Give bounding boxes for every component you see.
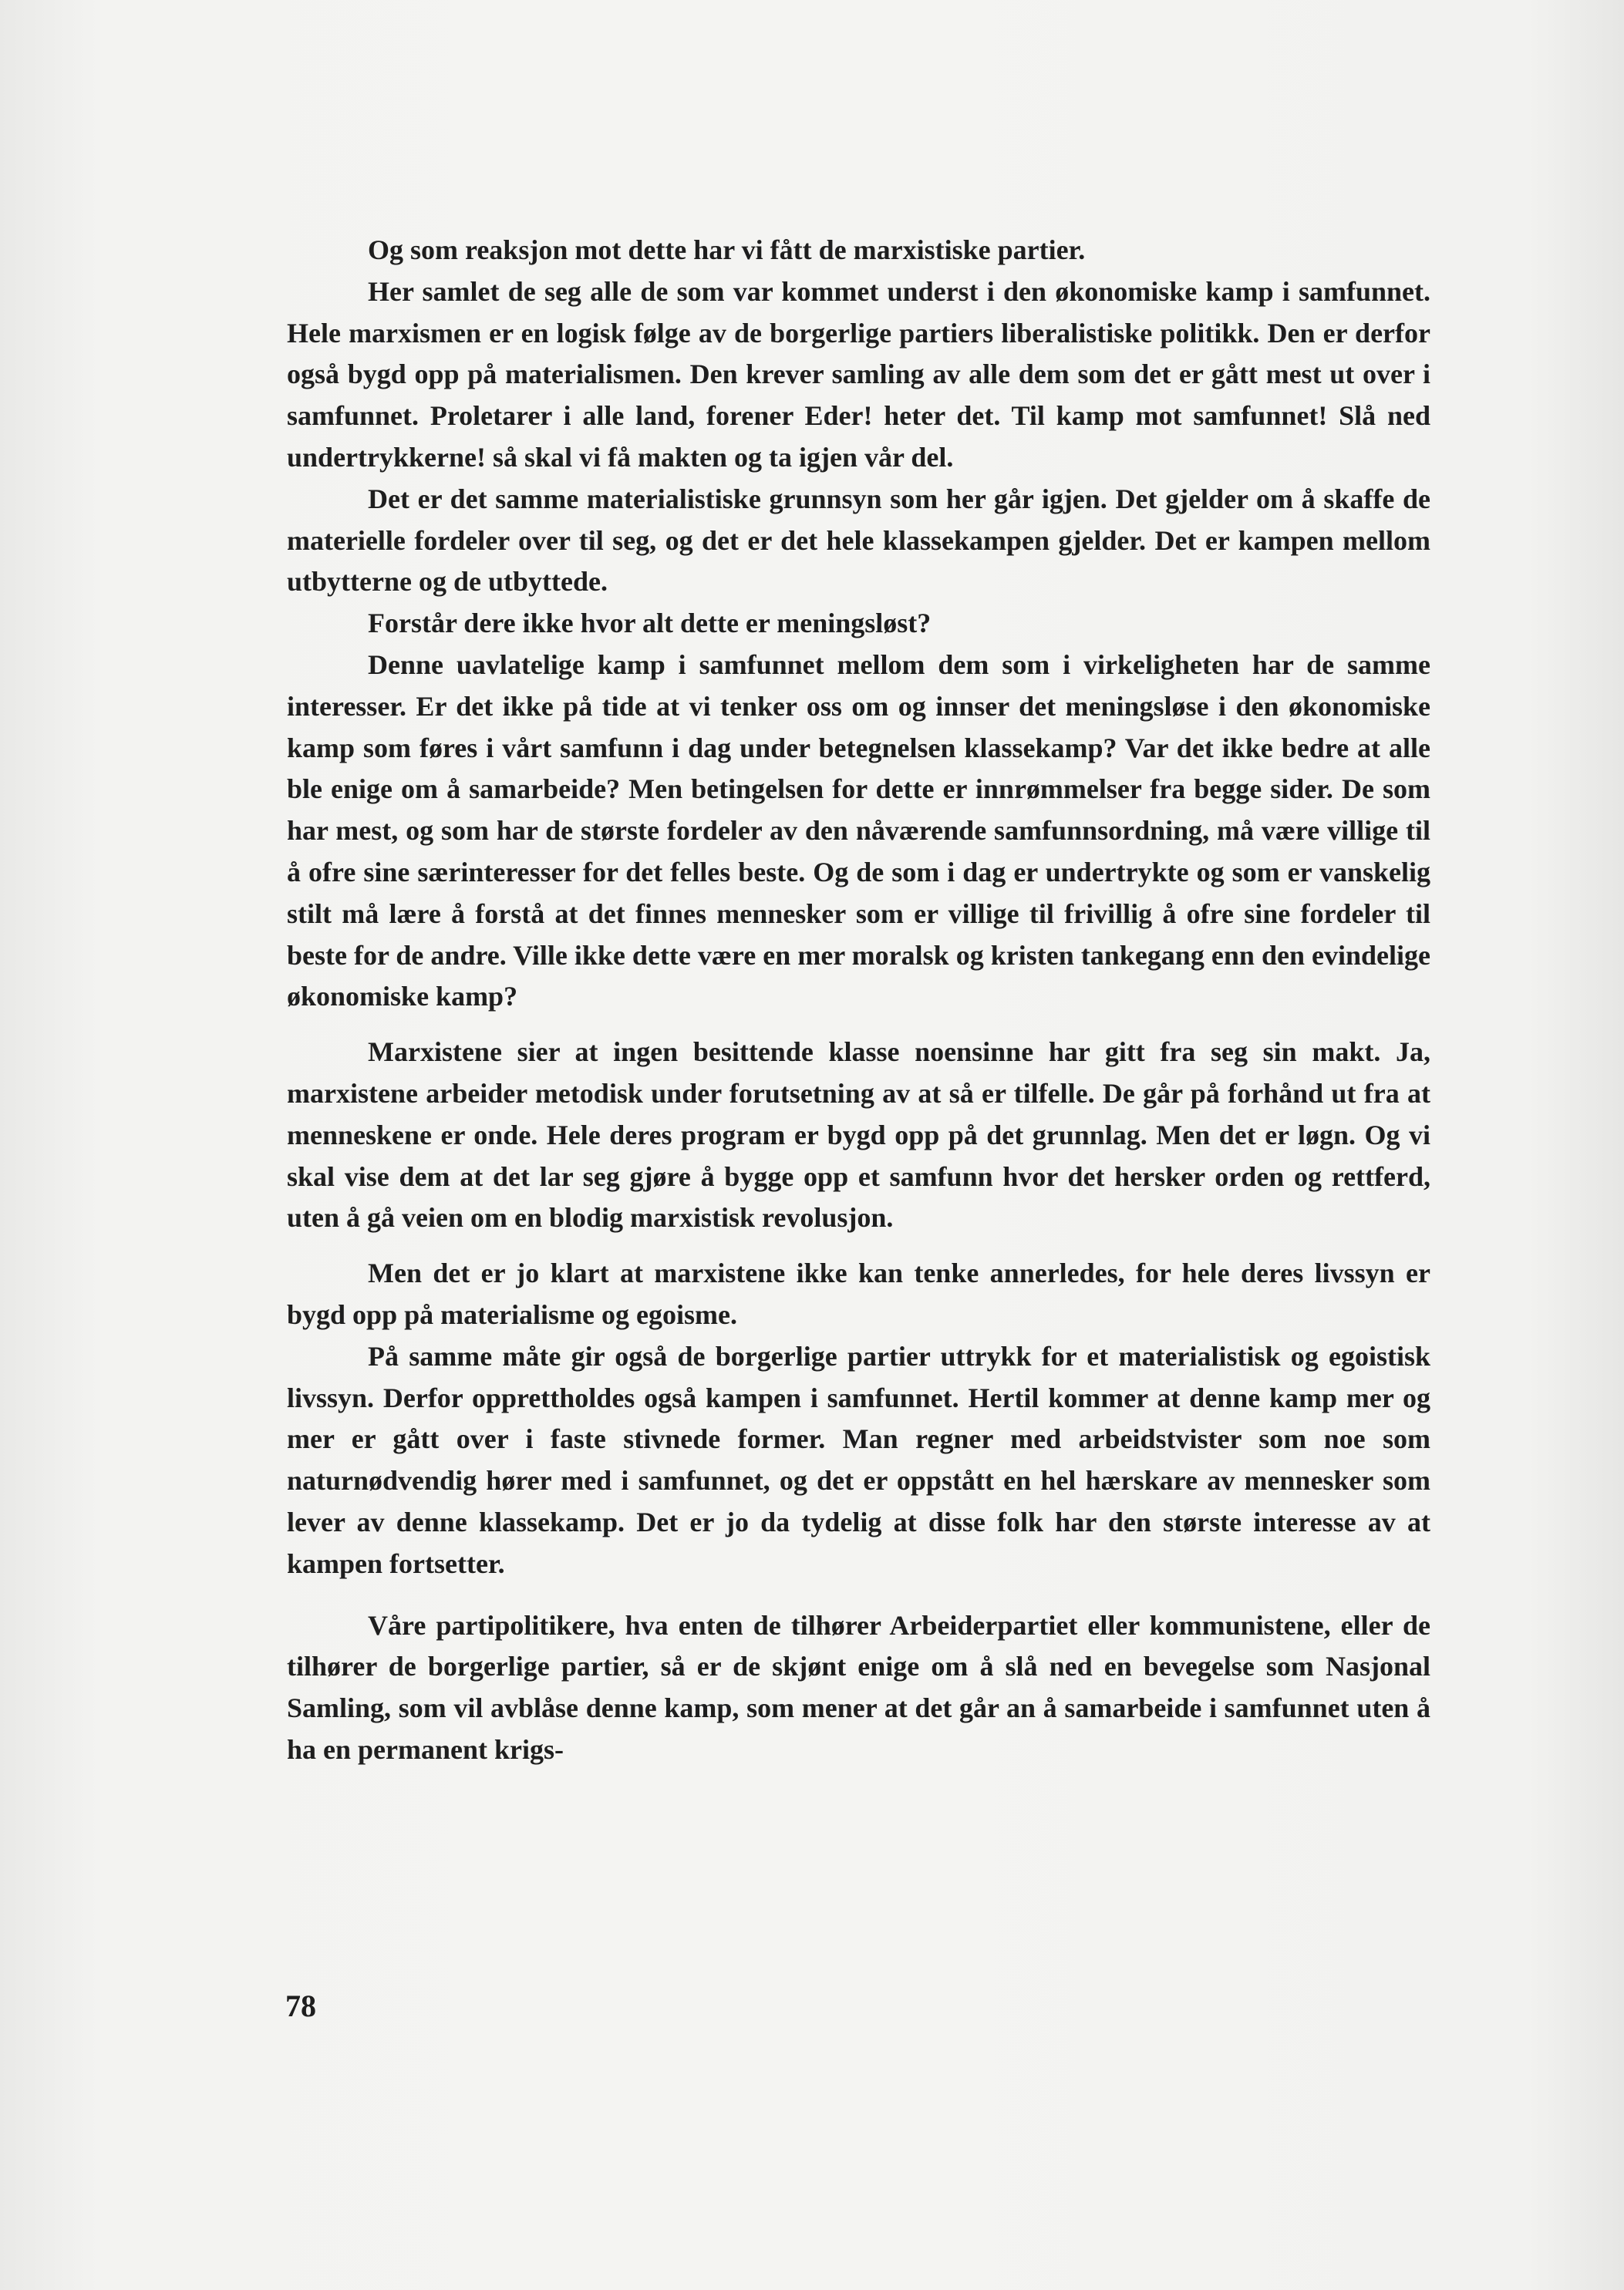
paragraph: Og som reaksjon mot dette har vi fått de marxistiske partier. xyxy=(368,234,1086,265)
body-text xyxy=(287,230,1430,1771)
paragraph: Marxistene sier at ingen besittende klasse noensinne har gitt fra seg sin makt. Ja, marxistene arbeider metodisk under forutsetning av at så er tilfelle. De går på forhånd ut fra at menneskene er onde. Hele deres program er bygd opp på det grunnlag. Men det er løgn. Og vi skal vise dem at det lar seg gjøre å bygge opp et samfunn hvor det hersker orden og rettferd, uten å gå veien om en blodig marxistisk revolusjon. xyxy=(287,1036,1430,1234)
paragraph: Forstår dere ikke hvor alt dette er meningsløst? xyxy=(368,608,932,639)
paragraph: Det er det samme materialistiske grunnsyn som her går igjen. Det gjelder om å skaffe de materielle fordeler over til seg, og det er det hele klassekampen gjelder. Det er kampen mellom utbytterne og de utbyttede. xyxy=(287,483,1430,598)
paragraph: På samme måte gir også de borgerlige partier uttrykk for et materialistisk og egoistisk livssyn. Derfor opprettholdes også kampen i samfunnet. Hertil kommer at denne kamp mer og mer er gått over i faste stivnede former. Man regner med arbeidstvister som noe som naturnødvendig hører med i samfunnet, og det er oppstått en hel hærskare av mennesker som lever av denne klassekamp. Det er jo da tydelig at disse folk har den største interesse av at kampen fortsetter. xyxy=(287,1340,1430,1579)
paragraph: Våre partipolitikere, hva enten de tilhører Arbeiderpartiet eller kommunistene, eller de tilhører de borgerlige partier, så er de skjønt enige om å slå ned en bevegelse som Nasjonal Samling, som vil avblåse denne kamp, som mener at det går an å samarbeide i samfunnet uten å ha en permanent krigs- xyxy=(287,1609,1430,1765)
paragraph: Men det er jo klart at marxistene ikke kan tenke annerledes, for hele deres livssyn er bygd opp på materialisme og egoisme. xyxy=(287,1258,1430,1330)
paragraph: Denne uavlatelige kamp i samfunnet mellom dem som i virkeligheten har de samme interesser. Er det ikke på tide at vi tenker oss om og innser det meningsløse i den økonomiske kamp som føres i vårt samfunn i dag under betegnelsen klassekamp? Var det ikke bedre at alle ble enige om å samarbeide? Men betingelsen for dette er innrømmelser fra begge sider. De som har mest, og som har de største fordeler av den nåværende samfunnsordning, må være villige til å ofre sine særinteresser for det felles beste. Og de som i dag er undertrykte og som er vanskelig stilt må lære å forstå at det finnes mennesker som er villige til frivillig å ofre sine fordeler til beste for de andre. Ville ikke dette være en mer moralsk og kristen tankegang enn den evindelige økonomiske kamp? xyxy=(287,648,1430,1012)
page-number: 78 xyxy=(285,1989,316,2023)
paragraph: Her samlet de seg alle de som var kommet underst i den økonomiske kamp i samfunnet. Hele marxismen er en logisk følge av de borgerlige partiers liberalistiske politikk. Den er derfor også bygd opp på materialismen. Den krever samling av alle dem som det er gått mest ut over i samfunnet. Proletarer i alle land, forener Eder! heter det. Til kamp mot samfunnet! Slå ned undertrykkerne! så skal vi få makten og ta igjen vår del. xyxy=(287,275,1430,473)
